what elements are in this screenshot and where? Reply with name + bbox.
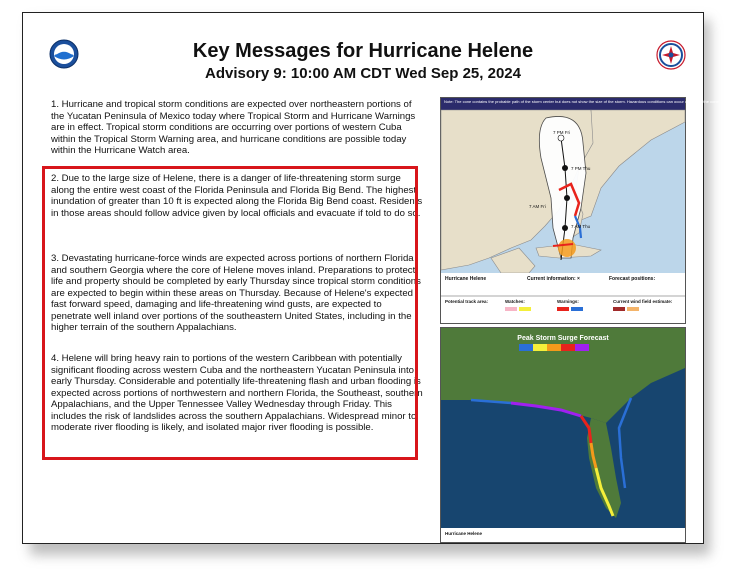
svg-text:Potential track area:: Potential track area: <box>445 299 489 304</box>
svg-text:Current wind field estimate:: Current wind field estimate: <box>613 299 673 304</box>
svg-text:Forecast positions:: Forecast positions: <box>609 276 656 282</box>
svg-text:7 PM Thu: 7 PM Thu <box>571 166 591 171</box>
svg-text:7 AM Fri: 7 AM Fri <box>529 204 546 209</box>
page-subtitle: Advisory 9: 10:00 AM CDT Wed Sep 25, 2024 <box>205 65 521 82</box>
cone-note: Note: The cone contains the probable path of the storm center but does not show the size of the storm. Hazardous conditions can occur outside of the cone. <box>444 99 720 104</box>
key-message-3: 3. Devastating hurricane-force winds are expected across portions of northern Florida and southern Georgia where the core of Helene moves inland. Preparations to protect life and property should be completed by early Thursday since tropical storm conditions are expected to begin within these areas on Thursday. Because of Helene's expected fast forward speed, damaging and life-threatening wind gusts, are expected to penetrate well inland over portions of the southeastern United States, including in the higher terrain of the southern Appalachians. <box>51 253 421 333</box>
storm-surge-map <box>440 327 686 543</box>
surge-title: Peak Storm Surge Forecast <box>517 335 609 342</box>
key-message-1: 1. Hurricane and tropical storm conditions are expected over northeastern portions of the Yucatan Peninsula of Mexico today where Tropical Storm and Hurricane Warnings are in effect. Tropical storm conditions are occurring over portions of western Cuba within the Tropical Storm Warning area, and hurricane conditions are possible today within the Hurricane Watch area. <box>51 99 416 156</box>
svg-text:7 PM Fri: 7 PM Fri <box>553 130 571 135</box>
svg-text:Watches:: Watches: <box>505 299 525 304</box>
cone-forecast-map <box>440 97 720 324</box>
slide <box>22 12 720 544</box>
highlight-box <box>42 166 418 460</box>
key-message-2: 2. Due to the large size of Helene, there is a danger of life-threatening storm surge along the entire west coast of the Florida Peninsula and Florida Big Bend. The highest inundation of greater than 10 ft is expected along the Florida Big Bend coast. Residents in those areas should follow advice given by local officials and evacuate if told to do so. <box>51 173 423 219</box>
key-message-4: 4. Helene will bring heavy rain to portions of the western Caribbean with potentially significant flooding across western Cuba and the northeastern Yucatan Peninsula into early Thursday. Considerable and potentially life-threatening flash and urban flooding is expected across portions of northwestern and northern Florida, the Southeast, southern Appalachians, and the Upper Tennessee Valley Wednesday through Friday. This includes the risk of landslides across the southern Appalachians. Widespread minor to moderate river flooding is likely, and isolated major river flooding is possible. <box>51 353 423 433</box>
page-title: Key Messages for Hurricane Helene <box>192 40 534 62</box>
svg-text:Current information: ×: Current information: × <box>527 276 580 282</box>
svg-text:7 AM Thu: 7 AM Thu <box>571 224 591 229</box>
svg-text:Warnings:: Warnings: <box>557 299 579 304</box>
svg-text:Hurricane Helene: Hurricane Helene <box>445 531 483 536</box>
svg-text:Hurricane Helene: Hurricane Helene <box>445 276 487 282</box>
